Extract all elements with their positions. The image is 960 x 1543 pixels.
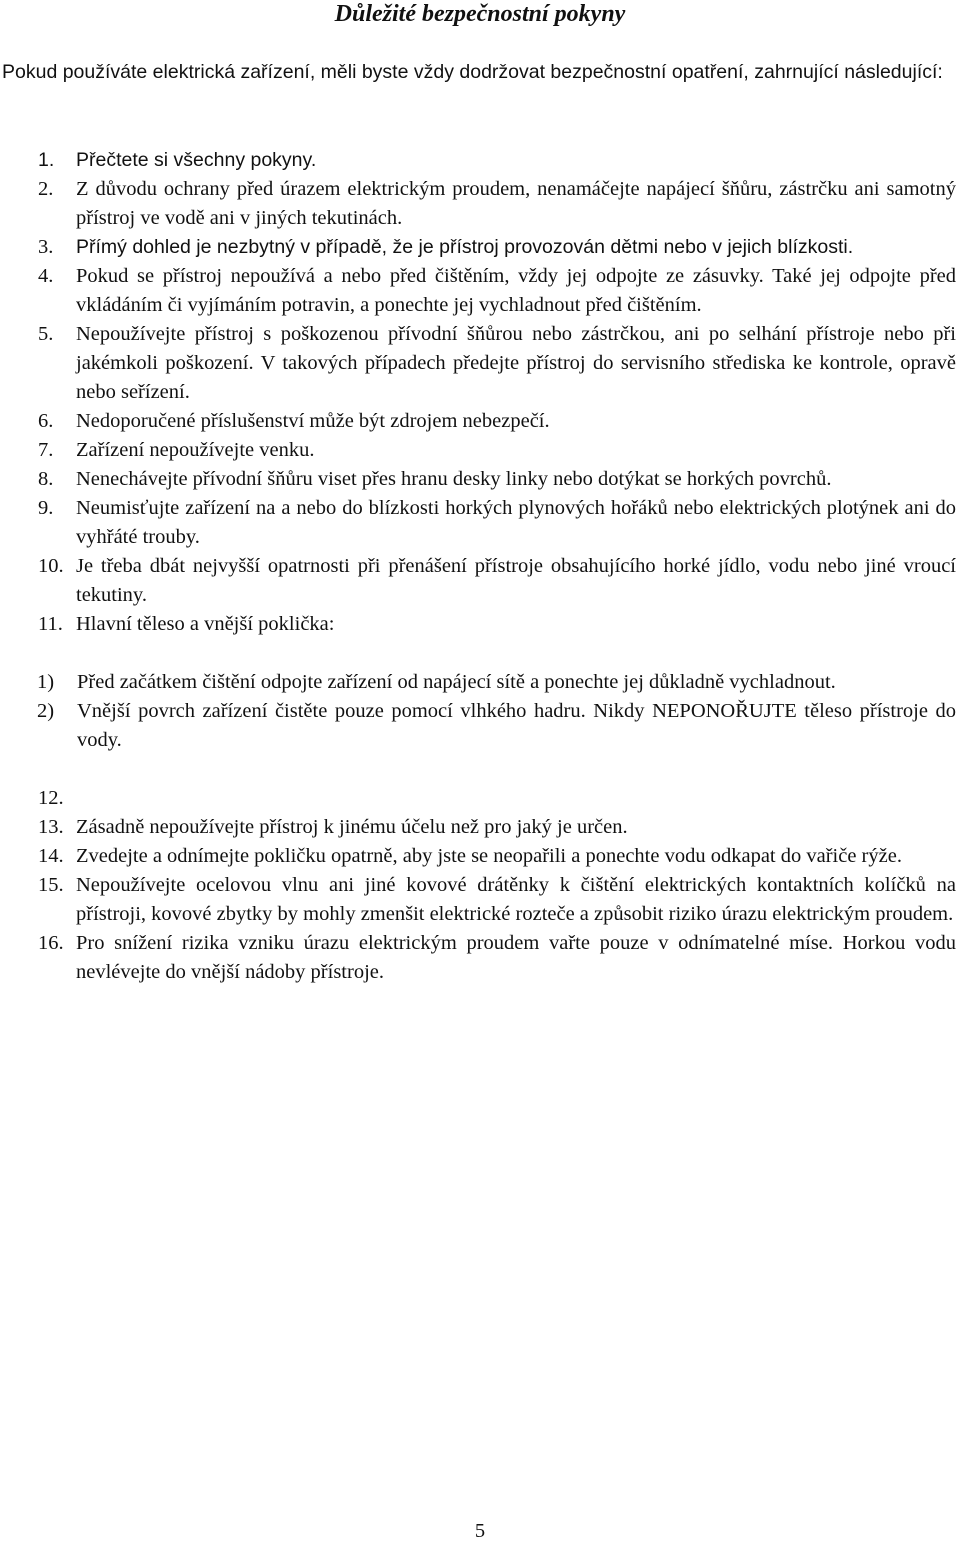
list-item: [2, 465, 956, 494]
list-item-text: Pokud se přístroj nepoužívá a nebo před čištěním, vždy jej odpojte ze zásuvky. Také jej odpojte před vkládáním či vyjímáním potravin, a ponechte jej vychladnout před čištěním.: [76, 265, 956, 316]
list-item-text: Nedoporučené příslušenství může být zdrojem nebezpečí.: [76, 410, 550, 432]
list-item-number: 6.: [38, 410, 54, 432]
list-item-text: Nenechávejte přívodní šňůru viset přes hranu desky linky nebo dotýkat se horkých povrchů.: [76, 468, 832, 490]
list-item: [2, 813, 956, 842]
list-item-number: 15.: [38, 874, 64, 896]
list-item-number: 9.: [38, 497, 54, 519]
list-item-text: Zařízení nepoužívejte venku.: [76, 439, 315, 461]
list-item: [2, 494, 956, 552]
list-item-number: 16.: [38, 932, 64, 954]
list-item-number: 11.: [38, 613, 63, 635]
list-item-text: Je třeba dbát nejvyšší opatrnosti při přenášení přístroje obsahujícího horké jídlo, vodu nebo jiné vroucí tekutiny.: [76, 555, 956, 606]
list-item-text: Nepoužívejte přístroj s poškozenou přívodní šňůrou nebo zástrčkou, ani po selhání přístroje nebo při jakémkoli poškození. V takových případech předejte přístroj do servisního střediska ke kontrole, opravě nebo seřízení.: [76, 323, 956, 403]
list-item-text: Zásadně nepoužívejte přístroj k jinému účelu než pro jaký je určen.: [76, 816, 628, 838]
list-item-number: 13.: [38, 816, 64, 838]
list-item: [2, 233, 956, 262]
list-item-text: Z důvodu ochrany před úrazem elektrickým proudem, nenamáčejte napájecí šňůru, zástrčku ani samotný přístroj ve vodě ani v jiných tekutinách.: [76, 178, 956, 229]
list-item-text: Neumisťujte zařízení na a nebo do blízkosti horkých plynových hořáků nebo elektrických plotýnek ani do vyhřáté trouby.: [76, 497, 956, 548]
sublist-item-text: Před začátkem čištění odpojte zařízení od napájecí sítě a ponechte jej důkladně vychladnout.: [77, 671, 836, 693]
list-item-text: Přečtete si všechny pokyny.: [76, 149, 317, 171]
list-item: [2, 436, 956, 465]
intro-paragraph: Pokud používáte elektrická zařízení, měli byste vždy dodržovat bezpečnostní opatření, zahrnující následující:: [2, 61, 943, 83]
list-item: [2, 929, 956, 987]
list-item-text: Pro snížení rizika vzniku úrazu elektrickým proudem vařte pouze v odnímatelné míse. Horkou vodu nevlévejte do vnější nádoby přístroje.: [76, 932, 956, 983]
list-item-number: 2.: [38, 178, 54, 200]
list-item: [2, 784, 956, 813]
safety-instructions-list: [2, 146, 956, 987]
list-item-number: 8.: [38, 468, 54, 490]
sublist-item-number: 1): [37, 671, 55, 693]
sublist-item-number: 2): [37, 700, 55, 722]
list-item-number: 1.: [38, 149, 55, 171]
list-item: [2, 146, 956, 175]
list-item-text: Zvedejte a odnímejte pokličku opatrně, aby jste se neopařili a ponechte vodu odkapat do vařiče rýže.: [76, 845, 902, 867]
list-item-number: 10.: [38, 555, 64, 577]
list-item: [2, 871, 956, 929]
list-item: [2, 175, 956, 233]
list-item-number: 4.: [38, 265, 54, 287]
list-item-number: 14.: [38, 845, 64, 867]
page-title: Důležité bezpečnostní pokyny: [334, 1, 626, 27]
list-item: [2, 610, 956, 639]
list-item: [2, 320, 956, 407]
list-item: [2, 262, 956, 320]
list-item: [2, 842, 956, 871]
sublist-item: [37, 697, 956, 755]
list-item-number: 5.: [38, 323, 54, 345]
sublist-item-text: Vnější povrch zařízení čistěte pouze pomocí vlhkého hadru. Nikdy NEPONOŘUJTE těleso přístroje do vody.: [77, 700, 956, 751]
list-item-number: 3.: [38, 236, 54, 258]
list-item-text: Přímý dohled je nezbytný v případě, že je přístroj provozován dětmi nebo v jejich blízkosti.: [76, 236, 854, 258]
list-item: [2, 552, 956, 610]
cleaning-sublist: [2, 668, 956, 755]
list-item: [2, 407, 956, 436]
list-item-number: 12.: [38, 787, 64, 809]
sublist-item: [37, 668, 956, 697]
list-item-number: 7.: [38, 439, 54, 461]
page-number: 5: [474, 1520, 486, 1542]
list-item-text: Nepoužívejte ocelovou vlnu ani jiné kovové drátěnky k čištění elektrických kontaktních kolíčků na přístroji, kovové zbytky by mohly zmenšit elektrické rozteče a způsobit riziko úrazu elektrickým proudem.: [76, 874, 956, 925]
list-item-text: Hlavní těleso a vnější poklička:: [76, 613, 335, 635]
list-item-text: [76, 784, 956, 813]
